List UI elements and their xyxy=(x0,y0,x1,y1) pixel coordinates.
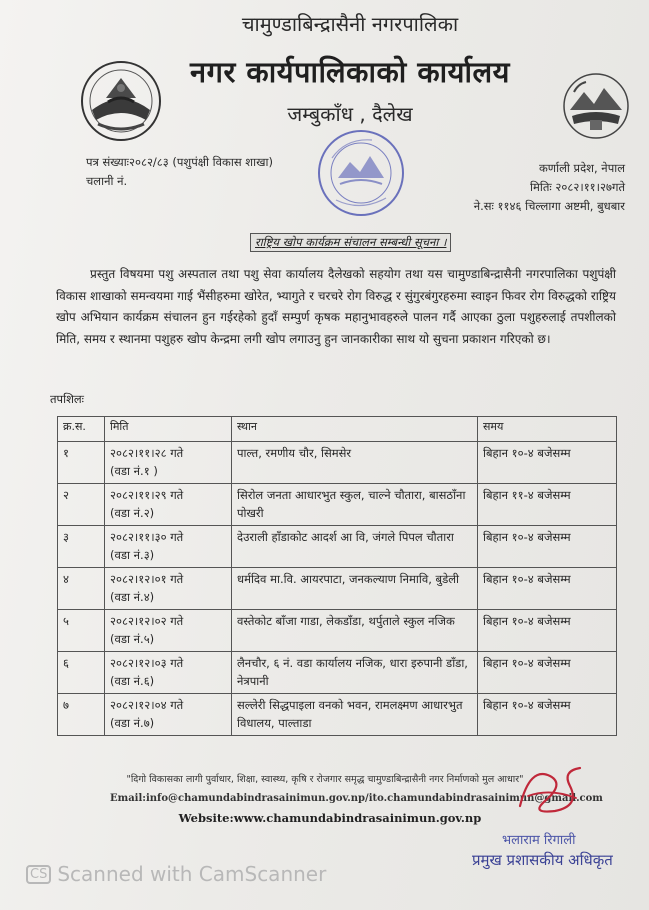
ward-text: (वडा नं.५) xyxy=(110,632,155,646)
header-date: मिति xyxy=(105,417,232,442)
cell-serial: ५ xyxy=(58,610,105,652)
signatory-title: प्रमुख प्रशासकीय अधिकृत xyxy=(472,851,613,869)
watermark-text: Scanned with CamScanner xyxy=(57,862,327,886)
cell-date xyxy=(105,694,232,736)
cell-place: वस्तेकोट बाँजा गाडा, लेकडाँडा, थर्पुताले स्कुल नजिक xyxy=(232,610,478,652)
cell-place: धर्मदिव मा.वि. आयरपाटा, जनकल्याण निमावि, बुडेली xyxy=(232,568,478,610)
cell-date xyxy=(105,568,232,610)
details-label: तपशिलः xyxy=(50,392,85,406)
signatory-name: भलाराम रिगाली xyxy=(502,833,576,848)
reference-number: पत्र संख्याः२०८२/८३ (पशुपंक्षी विकास शाखा) xyxy=(86,155,273,169)
cell-date xyxy=(105,484,232,526)
cell-place: पाल्त, रमणीय चौर, सिमसेर xyxy=(232,442,478,484)
letter-date: मितिः २०८२।११।२७गते xyxy=(530,180,625,194)
cell-time: बिहान १०-४ बजेसम्म xyxy=(478,652,617,694)
office-title: नगर कार्यपालिकाको कार्यालय xyxy=(190,55,510,89)
cell-time: बिहान ११-४ बजेसम्म xyxy=(478,484,617,526)
ward-text: (वडा नं.७) xyxy=(110,716,155,730)
cell-date xyxy=(105,610,232,652)
cell-time: बिहान १०-४ बजेसम्म xyxy=(478,694,617,736)
notice-body: प्रस्तुत विषयमा पशु अस्पताल तथा पशु सेवा कार्यालय दैलेखको सहयोग तथा यस चामुण्डाबिन्द्रासैनी नगरपालिका पशुपंक्षी विकास शाखाको समन्वयमा गाई भैंसीहरुमा खोरेत, भ्यागुते र चरचरे रोग विरुद्ध र सुंगुरबंगुरहरुमा स्वाइन फिवर रोग विरुद्धको राष्ट्रिय खोप अभियान कार्यक्रम संचालन हुन गईरहेको हुदाँ सम्पुर्ण कृषक महानुभावहरुले पालन गर्दै आएका ठुला पशुहरुलाई तपशीलको मिति, समय र स्थानमा पशुहरु खोप केन्द्रमा लगी खोप लगाउनु हुन जानकारीका साथ यो सुचना प्रकाशन गरिएको छ। xyxy=(56,267,616,346)
date-text: २०८२।११।२९ गते xyxy=(110,488,184,502)
cell-serial: ६ xyxy=(58,652,105,694)
cell-time: बिहान १०-४ बजेसम्म xyxy=(478,526,617,568)
ward-text: (वडा नं.४) xyxy=(110,590,155,604)
date-text: २०८२।१२।०३ गते xyxy=(110,656,184,670)
footer-motto: "दिगो विकासका लागी पुर्वाधार, शिक्षा, स्वास्थ्य, कृषि र रोजगार समृद्ध चामुण्डाबिन्द्रासैनी नगर निर्माणको मुल आधार" xyxy=(126,774,524,785)
cell-time: बिहान १०-४ बजेसम्म xyxy=(478,568,617,610)
table-row xyxy=(58,610,617,652)
table-row xyxy=(58,484,617,526)
table-row xyxy=(58,442,617,484)
cell-serial: ३ xyxy=(58,526,105,568)
table-row xyxy=(58,568,617,610)
notice-subject: राष्ट्रिय खोप कार्यक्रम संचालन सम्बन्धी सूचना । xyxy=(250,233,451,252)
cell-serial: ७ xyxy=(58,694,105,736)
table-row xyxy=(58,526,617,568)
date-text: २०८२।११।२८ गते xyxy=(110,446,184,460)
table-header-row xyxy=(58,417,617,442)
cell-place: सल्लेरी सिद्धपाइला वनको भवन, रामलक्ष्मण आधारभुत विधालय, पाल्ताडा xyxy=(232,694,478,736)
cell-date xyxy=(105,442,232,484)
cell-date xyxy=(105,652,232,694)
province-label: कर्णाली प्रदेश, नेपाल xyxy=(538,161,625,175)
table-row xyxy=(58,652,617,694)
date-text: २०८२।१२।०४ गते xyxy=(110,698,184,712)
cell-serial: १ xyxy=(58,442,105,484)
cell-serial: २ xyxy=(58,484,105,526)
ward-text: (वडा नं.६) xyxy=(110,674,155,688)
official-seal xyxy=(316,128,406,218)
nepal-samvat-date: ने.सः ११४६ चिल्लागा अष्टमी, बुधबार xyxy=(473,199,625,213)
cell-serial: ४ xyxy=(58,568,105,610)
signature-scribble xyxy=(510,756,590,826)
cell-time: बिहान १०-४ बजेसम्म xyxy=(478,442,617,484)
table-row xyxy=(58,694,617,736)
date-text: २०८२।११।३० गते xyxy=(110,530,184,544)
ward-text: (वडा नं.२) xyxy=(110,506,155,520)
date-text: २०८२।१२।०२ गते xyxy=(110,614,184,628)
ward-text: (वडा नं.३) xyxy=(110,548,155,562)
municipality-logo-right xyxy=(560,70,632,142)
ward-text: (वडा नं.१ ) xyxy=(110,464,158,478)
dispatch-number: चलानी नं. xyxy=(86,174,128,188)
header-serial: क्र.स. xyxy=(58,417,105,442)
date-text: २०८२।१२।०१ गते xyxy=(110,572,184,586)
cell-place: लैनचौर, ६ नं. वडा कार्यालय नजिक, धारा इरुपानी डाँडा, नेत्रपानी xyxy=(232,652,478,694)
cell-place: सिरोल जनता आधारभुत स्कुल, चाल्ने चौतारा, बासठाँना पोखरी xyxy=(232,484,478,526)
office-location: जम्बुकाँध , दैलेख xyxy=(287,102,413,126)
header-time: समय xyxy=(478,417,617,442)
footer-email: Email:info@chamundabindrasainimun.gov.np/ito.chamundabindrasainimun@gmail.com xyxy=(110,793,603,804)
footer-website: Website:www.chamundabindrasainimun.gov.np xyxy=(178,811,482,825)
municipality-name: चामुण्डाबिन्द्रासैनी नगरपालिका xyxy=(241,12,459,36)
header-place: स्थान xyxy=(232,417,478,442)
camscanner-watermark xyxy=(26,862,326,886)
cell-place: देउराली हाँडाकोट आदर्श आ वि, जंगले पिपल चौतारा xyxy=(232,526,478,568)
vaccination-schedule-table xyxy=(57,416,617,736)
cell-date xyxy=(105,526,232,568)
camscanner-icon: CS xyxy=(26,865,51,884)
cell-time: बिहान १०-४ बजेसम्म xyxy=(478,610,617,652)
